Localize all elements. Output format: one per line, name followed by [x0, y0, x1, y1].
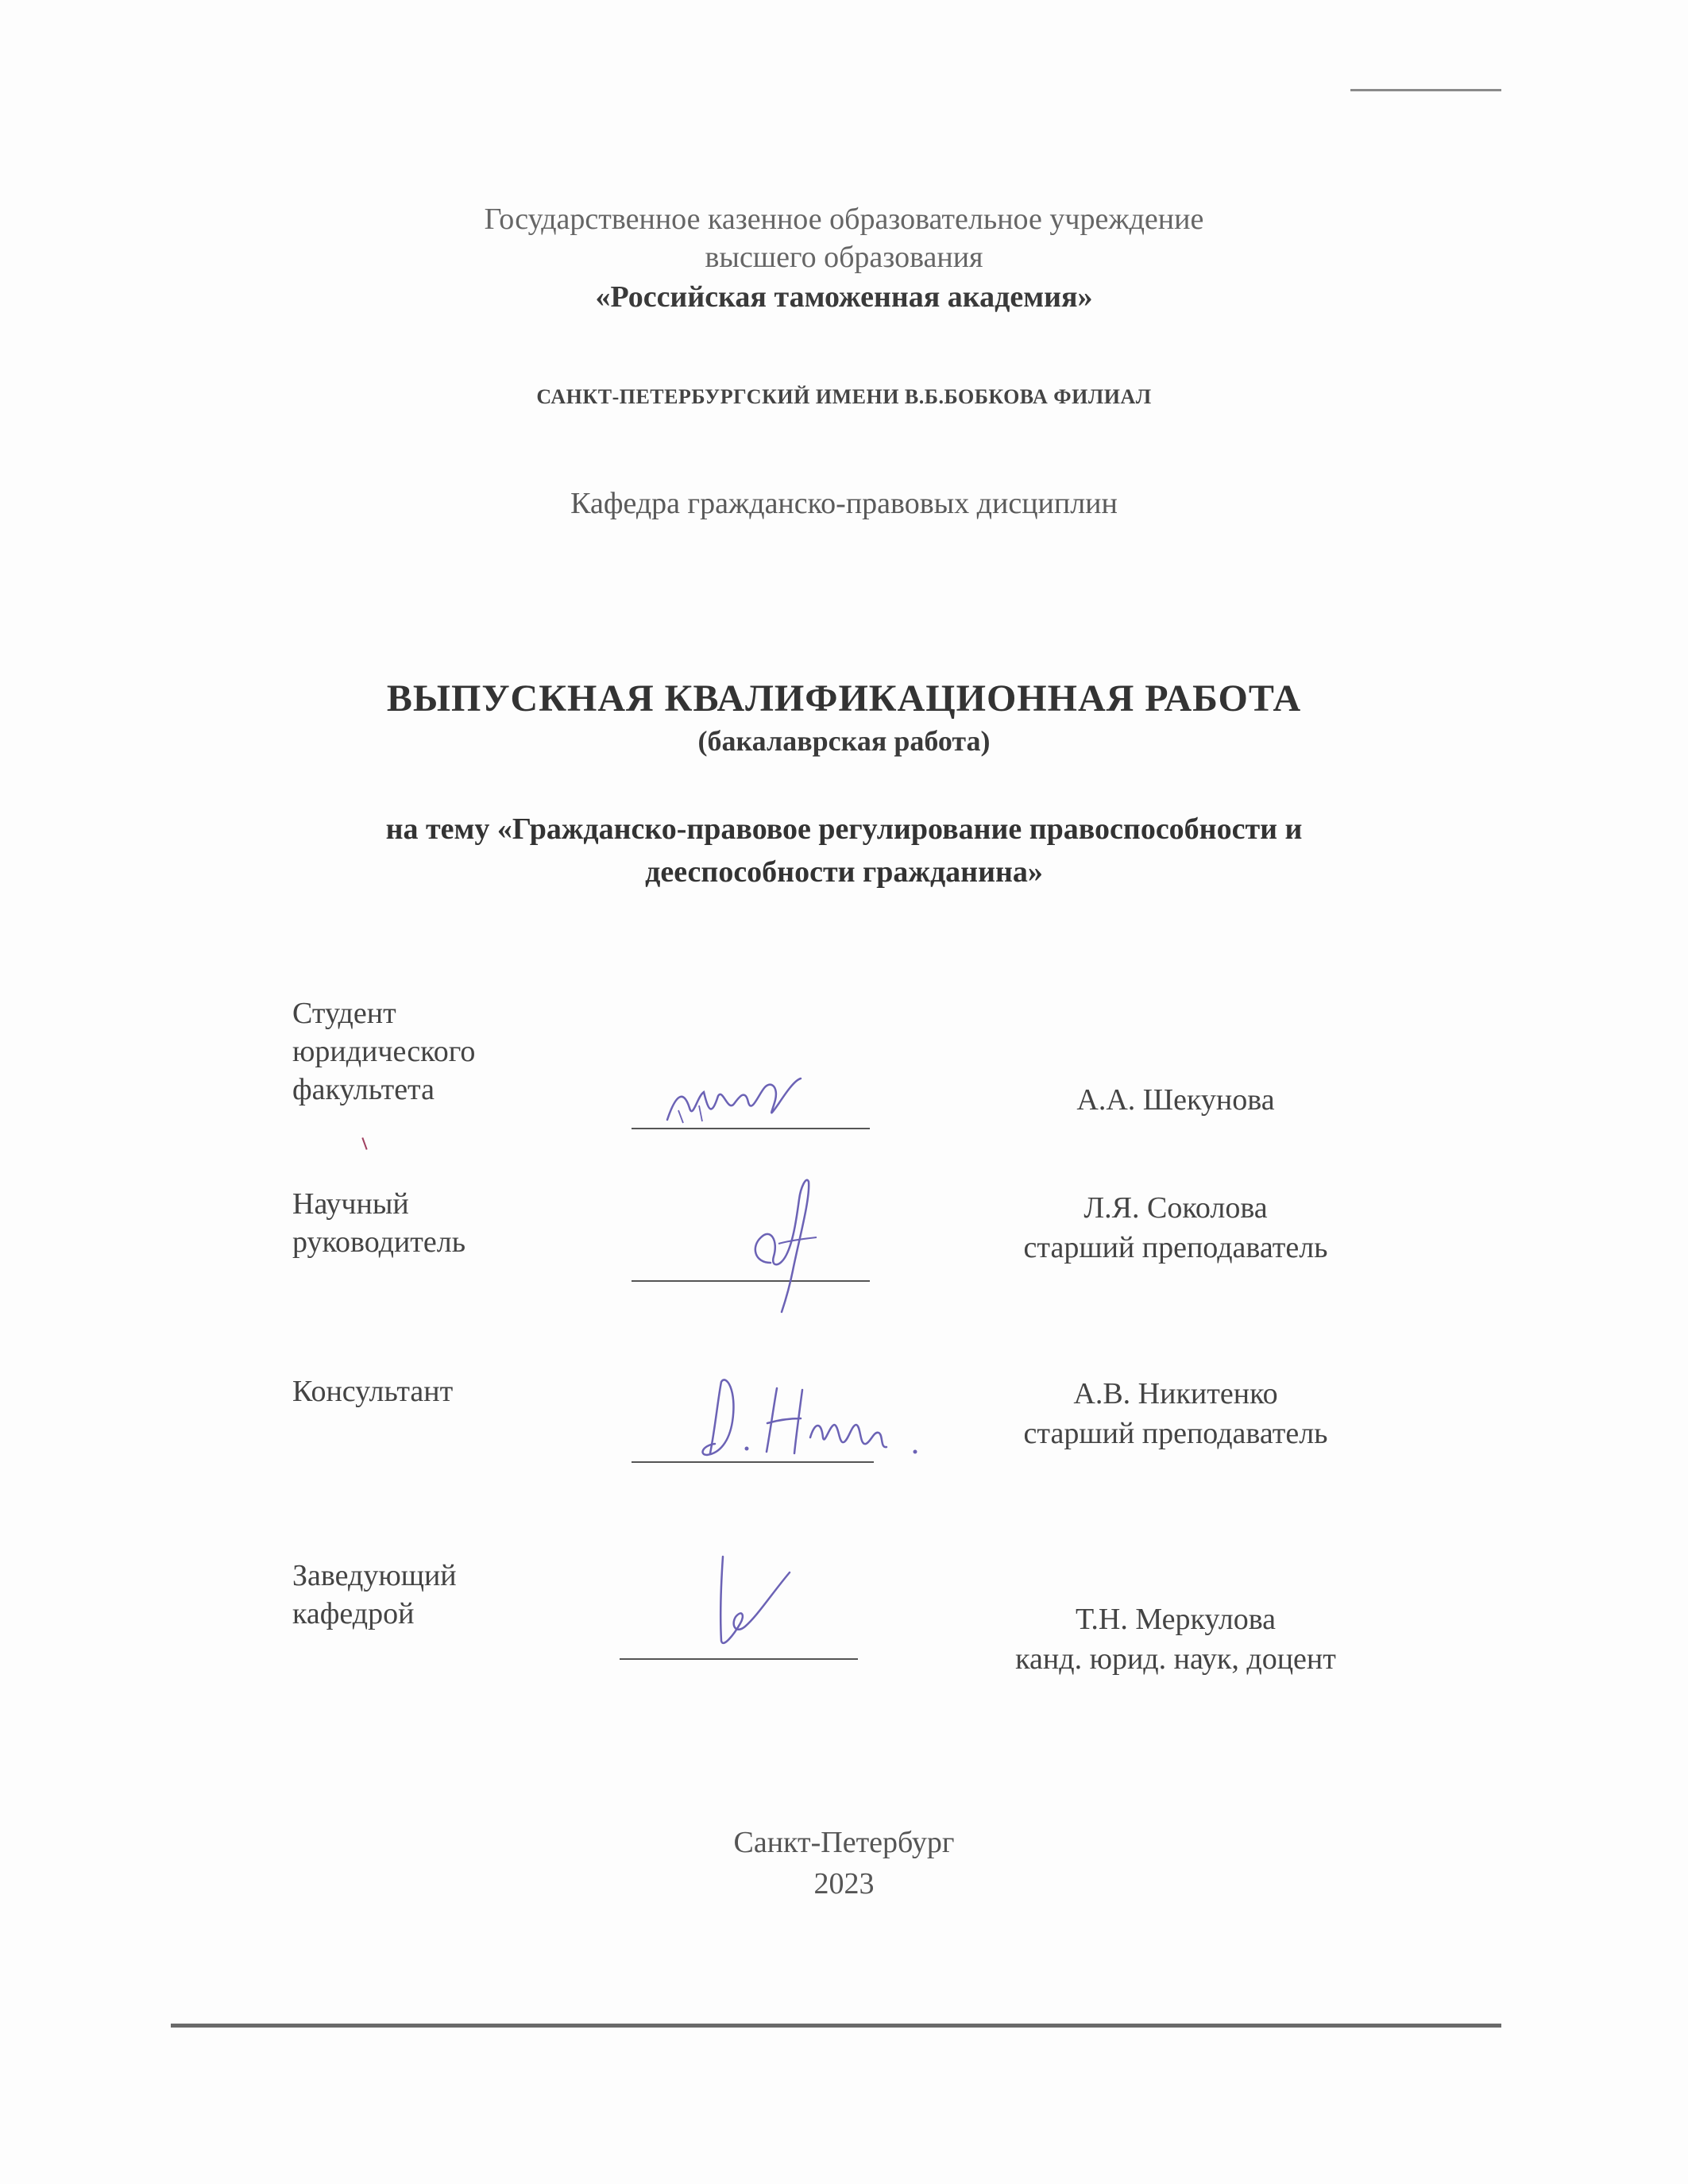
student-role-label: Студент юридического факультета — [292, 997, 476, 1106]
consultant-position: старший преподаватель — [1023, 1417, 1328, 1450]
topic-line-2: дееспособности гражданина» — [645, 855, 1043, 889]
supervisor-position: старший преподаватель — [1023, 1231, 1328, 1264]
head-signature-line — [620, 1658, 858, 1660]
head-position: канд. юрид. наук, доцент — [1015, 1642, 1336, 1676]
topic-line-1: на тему «Гражданско-правовое регулирование правоспособности и — [385, 812, 1303, 846]
head-role-label: Заведующий кафедрой — [292, 1559, 457, 1630]
institution-line-2: высшего образования — [705, 241, 983, 274]
student-name: А.А. Шекунова — [1076, 1083, 1275, 1117]
supervisor-role-label: Научный руководитель — [292, 1187, 466, 1259]
consultant-signature — [691, 1366, 929, 1469]
student-signature — [659, 1064, 818, 1136]
supervisor-name: Л.Я. Соколова — [1083, 1191, 1268, 1225]
scan-edge-bottom — [171, 2024, 1501, 2028]
department-name: Кафедра гражданско-правовых дисциплин — [570, 487, 1118, 520]
head-signature — [699, 1541, 802, 1652]
year: 2023 — [813, 1867, 875, 1900]
scan-edge-top — [1350, 89, 1501, 91]
city: Санкт-Петербург — [733, 1826, 955, 1859]
ink-mark — [361, 1137, 367, 1150]
branch-name: САНКТ-ПЕТЕРБУРГСКИЙ ИМЕНИ В.Б.БОБКОВА ФИЛИАЛ — [536, 385, 1152, 408]
supervisor-signature — [723, 1167, 842, 1318]
head-name: Т.Н. Меркулова — [1075, 1603, 1277, 1636]
institution-line-1: Государственное казенное образовательное учреждение — [484, 203, 1204, 236]
consultant-role-label: Консультант — [292, 1375, 454, 1408]
work-title: ВЫПУСКНАЯ КВАЛИФИКАЦИОННАЯ РАБОТА — [386, 677, 1302, 720]
institution-name: «Российская таможенная академия» — [595, 280, 1093, 314]
consultant-name: А.В. Никитенко — [1073, 1377, 1278, 1410]
work-subtitle: (бакалаврская работа) — [697, 725, 991, 757]
